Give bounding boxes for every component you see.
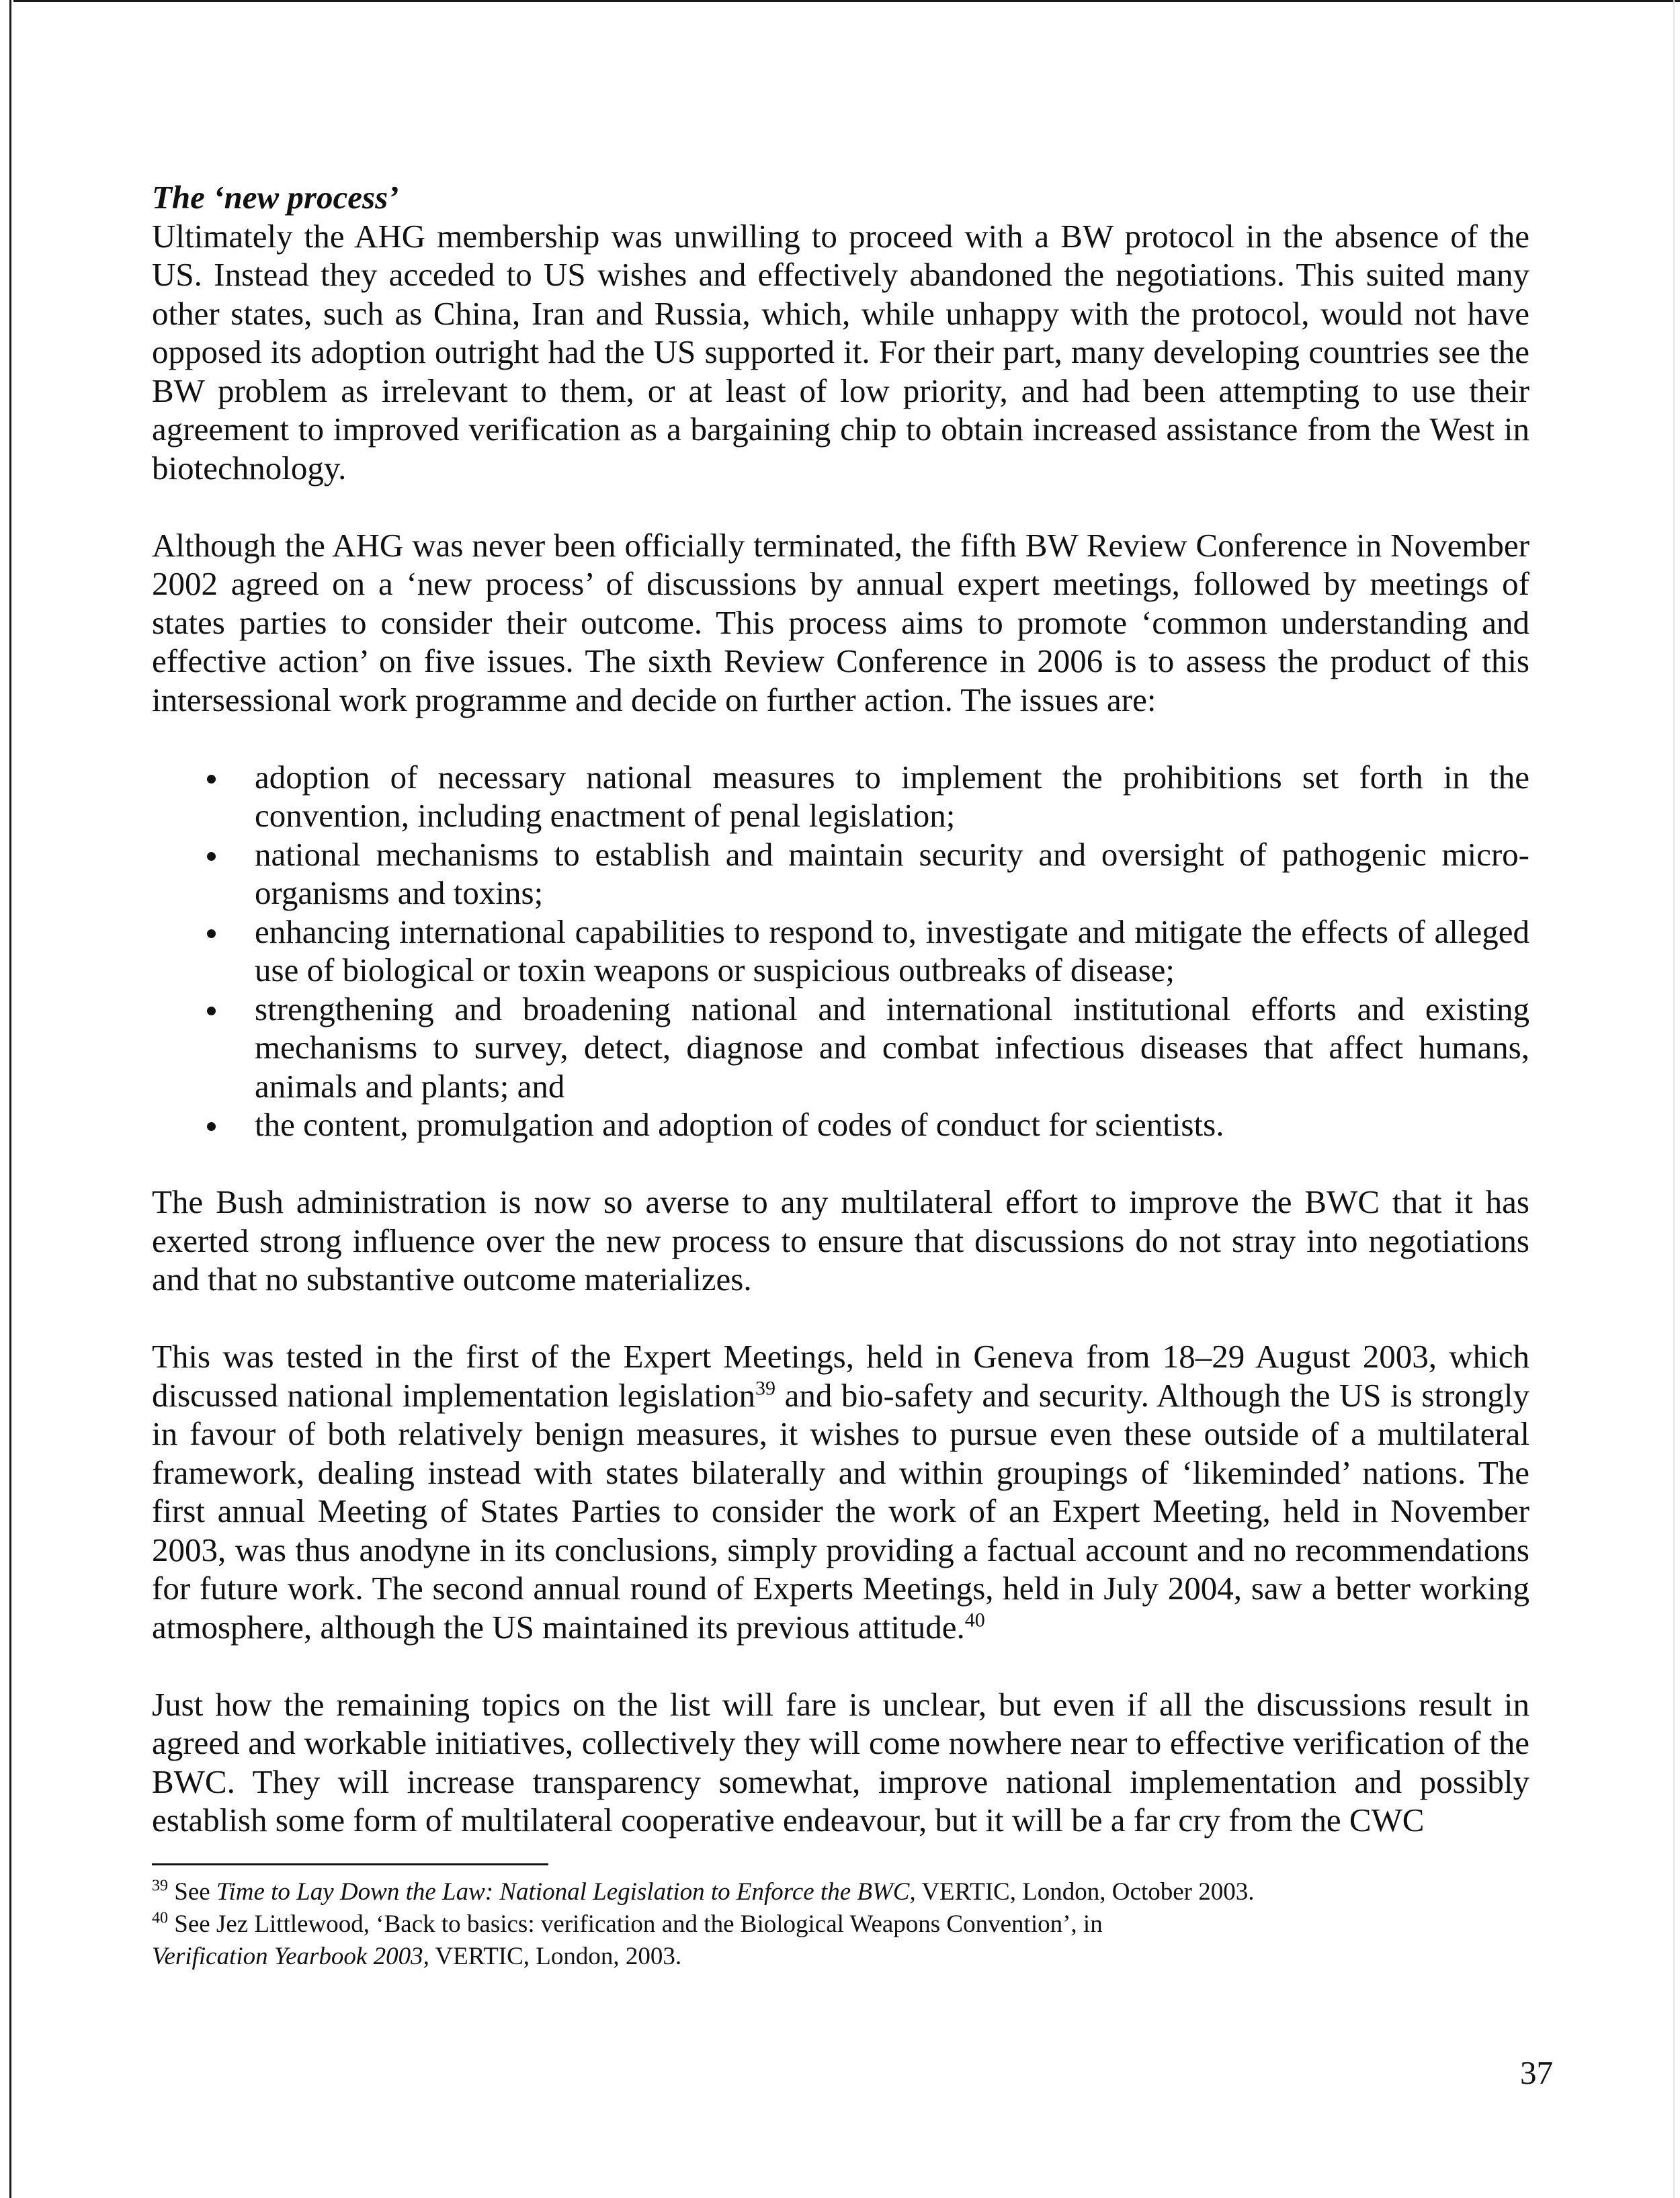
list-item-text: national mechanisms to establish and maintain security and oversight of pathogenic micro-organisms and toxins; (255, 835, 1529, 911)
paragraph-4-text-a: This was tested in the first of the Expert Meetings, held in Geneva from 18–29 August 2003, which discussed national implementation legislation (152, 1338, 1529, 1414)
footnote-ref-40[interactable]: 40 (964, 1609, 985, 1632)
page-number: 37 (1520, 2054, 1553, 2091)
scan-edge-left (9, 0, 11, 2198)
paragraph-4-text-b: and bio-safety and security. Although the US is strongly in favour of both relatively benign measures, it wishes to pursue even these outside of a multilateral framework, dealing instead with states bilaterally and within groupings of ‘likeminded’ nations. The first annual Meeting of States Parties to consider the work of an Expert Meeting, held in November 2003, was thus anodyne in its conclusions, simply providing a factual account and no recommendations for future work. The second annual round of Experts Meetings, held in July 2004, saw a better working atmosphere, although the US maintained its previous attitude. (152, 1376, 1529, 1646)
paragraph-1: Ultimately the AHG membership was unwilling to proceed with a BW protocol in the absence of the US. Instead they acceded to US wishes and effectively abandoned the negotiations. This suited many other states, such as China, Iran and Russia, which, while unhappy with the protocol, would not have opposed its adoption outright had the US supported it. For their part, many developing countries see the BW problem as irrelevant to them, or at least of low priority, and had been attempting to use their agreement to improved verification as a bargaining chip to obtain increased assistance from the West in biotechnology. (152, 217, 1529, 487)
footnote-ref-39[interactable]: 39 (755, 1377, 776, 1400)
scan-edge-top (13, 0, 1680, 2)
list-item (152, 913, 1529, 990)
footnote-number: 39 (152, 1877, 168, 1895)
list-item-text: the content, promulgation and adoption of codes of conduct for scientists. (255, 1106, 1224, 1143)
page-body (152, 178, 1529, 1973)
scan-edge-right (1673, 0, 1675, 2198)
list-item-text: adoption of necessary national measures to implement the prohibitions set forth in the convention, including enactment of penal legislation; (255, 758, 1529, 834)
footnote-text: See Jez Littlewood, ‘Back to basics: verification and the Biological Weapons Convention’, in (174, 1910, 1103, 1938)
footnote-divider (152, 1863, 548, 1865)
list-item (152, 758, 1529, 835)
paragraph-5: Just how the remaining topics on the list will fare is unclear, but even if all the discussions result in agreed and workable initiatives, collectively they will come nowhere near to effective verification of the BWC. They will increase transparency somewhat, improve national implementation and possibly establish some form of multilateral cooperative endeavour, but it will be a far cry from the CWC (152, 1685, 1529, 1838)
footnote-text: VERTIC, London, 2003. (429, 1942, 682, 1970)
list-item (152, 990, 1529, 1106)
footnote-40 (152, 1908, 1529, 1973)
footnote-39 (152, 1876, 1529, 1908)
paragraph-2: Although the AHG was never been officially terminated, the fifth BW Review Conference in November 2002 agreed on a ‘new process’ of discussions by annual expert meetings, followed by meetings of states parties to consider their outcome. This process aims to promote ‘common understanding and effective action’ on five issues. The sixth Review Conference in 2006 is to assess the product of this intersessional work programme and decide on further action. The issues are: (152, 526, 1529, 718)
list-item-text: strengthening and broadening national and international institutional efforts and existing mechanisms to survey, detect, diagnose and combat infectious diseases that affect humans, animals and plants; and (255, 990, 1529, 1105)
footnote-title: Time to Lay Down the Law: National Legislation to Enforce the BWC, (216, 1877, 916, 1906)
footnote-text: VERTIC, London, October 2003. (915, 1877, 1255, 1906)
footnote-title: Verification Yearbook 2003, (152, 1942, 429, 1970)
list-item-text: enhancing international capabilities to respond to, investigate and mitigate the effects of alleged use of biological or toxin weapons or suspicious outbreaks of disease; (255, 913, 1529, 988)
list-item (152, 835, 1529, 913)
footnote-number: 40 (152, 1909, 168, 1927)
list-item (152, 1105, 1529, 1144)
paragraph-3: The Bush administration is now so averse to any multilateral effort to improve the BWC that it has exerted strong influence over the new process to ensure that discussions do not stray into negotiations and that no substantive outcome materializes. (152, 1183, 1529, 1298)
section-heading: The ‘new process’ (152, 179, 399, 216)
footnote-text: See (174, 1877, 216, 1906)
issues-list (152, 758, 1529, 1144)
paragraph-4 (152, 1337, 1529, 1646)
